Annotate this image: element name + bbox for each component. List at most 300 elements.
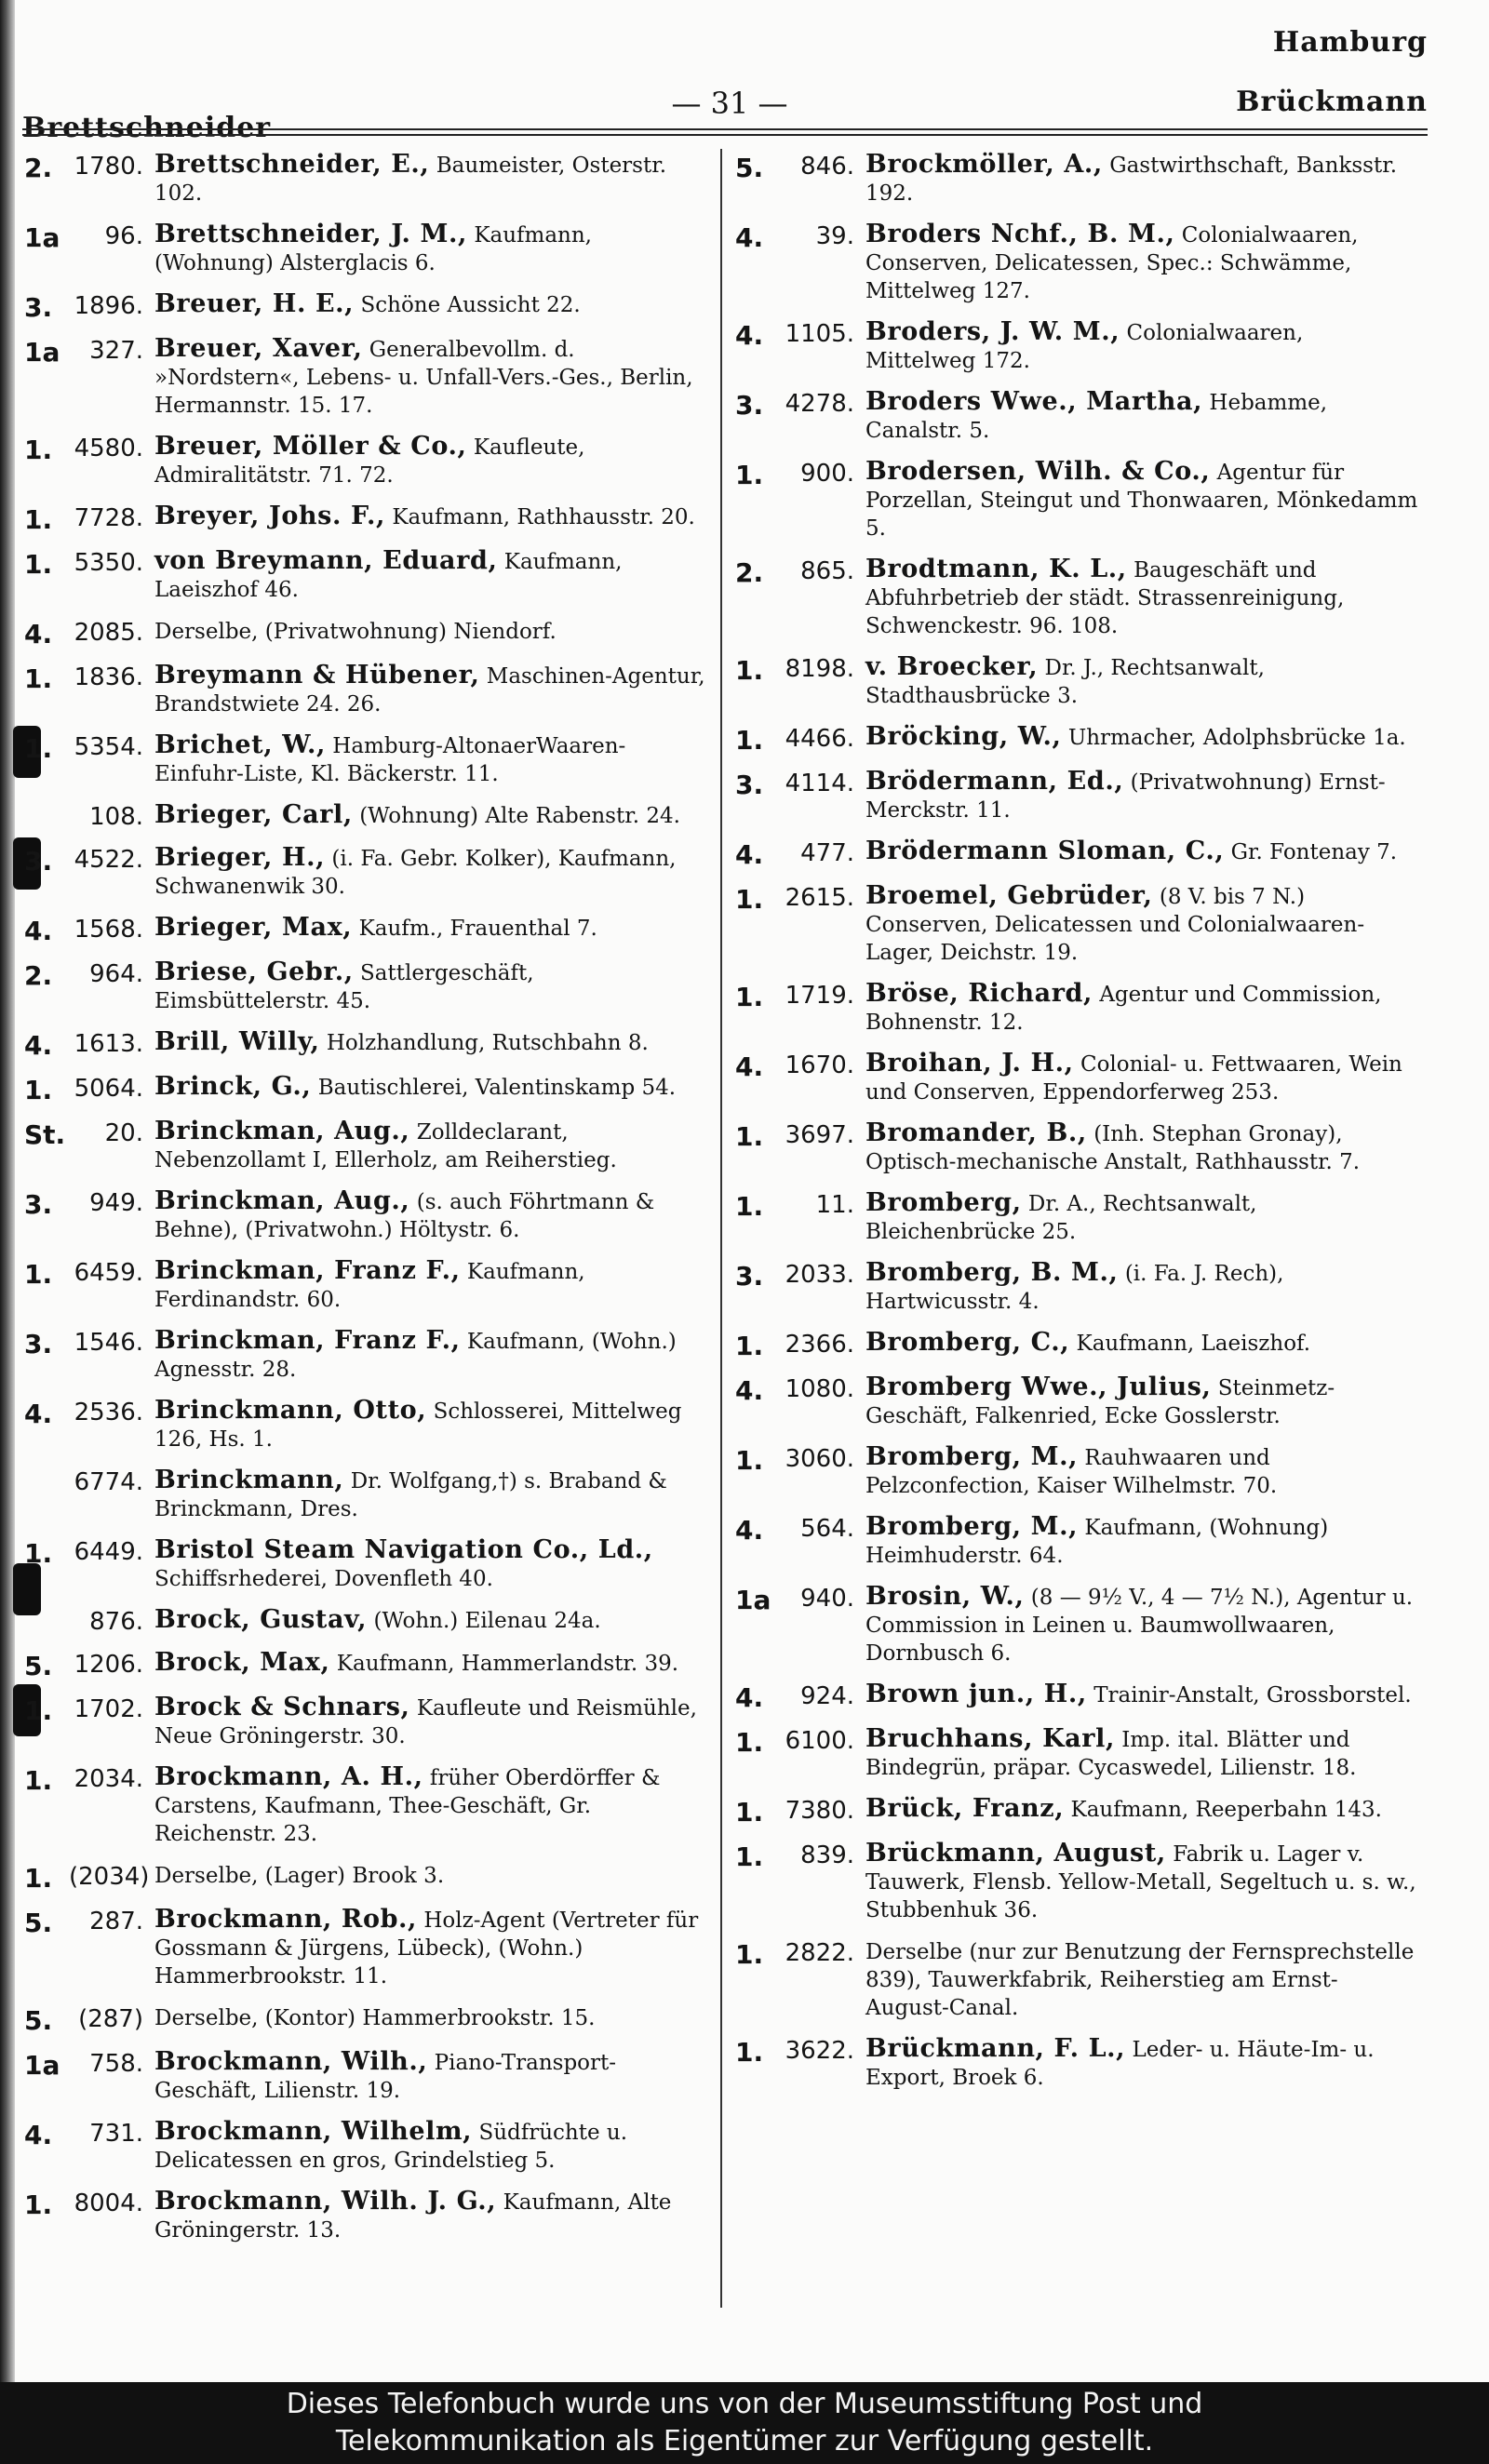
entry-body — [154, 433, 708, 489]
phone-number: 8198. — [785, 655, 854, 683]
phone-number: 5354. — [74, 733, 143, 761]
subscriber-name: Brinckmann, — [154, 1466, 344, 1494]
entry-body — [154, 502, 708, 531]
subscriber-details: Agentur für Porzellan, Steingut und Thonwaaren, Mönkedamm 5. — [865, 461, 1418, 541]
subscriber-details: Kaufmann, Alte Gröningerstr. 13. — [154, 2190, 672, 2243]
subscriber-name: Broemel, Gebrüder, — [865, 881, 1153, 910]
exchange-zone: 1. — [735, 982, 764, 1012]
subscriber-details: Kaufmann, Laeiszhof. — [1076, 1332, 1311, 1356]
directory-entry — [735, 1443, 1419, 1500]
exchange-zone: 1. — [735, 884, 764, 915]
exchange-zone: 1. — [735, 1797, 764, 1828]
subscriber-name: Brock, Max, — [154, 1648, 330, 1677]
subscriber-details: (i. Fa. J. Rech), Hartwicusstr. 4. — [865, 1262, 1284, 1314]
entry-body — [865, 1725, 1419, 1782]
phone-number: 108. — [89, 803, 143, 831]
exchange-zone: 1. — [735, 655, 764, 686]
exchange-zone: 4. — [735, 1051, 764, 1082]
directory-entry — [735, 221, 1419, 305]
exchange-zone: 1. — [735, 725, 764, 756]
entry-body — [154, 844, 708, 901]
subscriber-name: Brinckman, Aug., — [154, 1117, 410, 1145]
exchange-zone: 4. — [735, 839, 764, 870]
subscriber-name: Bromberg, M., — [865, 1442, 1079, 1471]
subscriber-name: Brieger, H., — [154, 843, 326, 872]
entry-body — [154, 547, 708, 604]
header-left-name: Brettschneider — [22, 112, 272, 144]
subscriber-details: Imp. ital. Blätter und Bindegrün, präpar. Cycaswedel, Lilienstr. 18. — [865, 1728, 1357, 1780]
subscriber-details: Kaufmann, Hammerlandstr. 39. — [336, 1652, 679, 1676]
running-header — [22, 26, 1428, 144]
subscriber-name: Broders Wwe., Martha, — [865, 387, 1203, 416]
entry-body — [154, 1397, 708, 1453]
entry-body — [154, 1118, 708, 1174]
directory-entry — [24, 958, 708, 1015]
subscriber-details: Derselbe, (Kontor) Hammerbrookstr. 15. — [154, 2006, 596, 2030]
subscriber-details: Sattlergeschäft, Eimsbüttelerstr. 45. — [154, 961, 534, 1013]
phone-number: 940. — [800, 1585, 854, 1613]
entry-body — [154, 1861, 708, 1890]
subscriber-details: Maschinen-Agentur, Brandstwiete 24. 26. — [154, 664, 705, 716]
phone-number: 4522. — [74, 846, 143, 874]
entry-body — [154, 958, 708, 1015]
exchange-zone: 1. — [735, 1191, 764, 1222]
phone-number: 1670. — [785, 1051, 854, 1079]
directory-entry — [735, 1189, 1419, 1246]
subscriber-details: Hebamme, Canalstr. 5. — [865, 391, 1328, 443]
phone-number: 2033. — [785, 1261, 854, 1289]
subscriber-name: Broders Nchf., B. M., — [865, 220, 1175, 248]
phone-number: 564. — [800, 1515, 854, 1543]
exchange-zone: 5. — [24, 1908, 53, 1938]
entry-body — [865, 556, 1419, 640]
directory-entry — [24, 2003, 708, 2035]
entry-body — [865, 1329, 1419, 1358]
footer-line-2: Telekommunikation als Eigentümer zur Verfügung gestellt. — [335, 2425, 1154, 2457]
subscriber-details: Leder- u. Häute-Im- u. Export, Broek 6. — [865, 2038, 1375, 2090]
subscriber-details: Kaufm., Frauenthal 7. — [358, 917, 597, 941]
phone-number: 20. — [104, 1119, 143, 1147]
phone-number: 1568. — [74, 916, 143, 944]
entry-body — [865, 837, 1419, 866]
entry-body — [154, 1073, 708, 1102]
subscriber-name: Brinckmann, Otto, — [154, 1396, 427, 1425]
subscriber-name: Broihan, J. H., — [865, 1049, 1074, 1078]
subscriber-name: Bromberg, M., — [865, 1512, 1079, 1541]
directory-entry — [24, 662, 708, 718]
entry-body — [865, 1119, 1419, 1176]
subscriber-details: (Wohn.) Eilenau 24a. — [373, 1609, 601, 1633]
directory-entry — [24, 1536, 708, 1593]
exchange-zone: 4. — [24, 619, 53, 649]
exchange-zone: 1. — [735, 1727, 764, 1758]
entry-body — [865, 1259, 1419, 1316]
subscriber-name: Bröcking, W., — [865, 722, 1062, 751]
phone-number: 287. — [89, 1908, 143, 1935]
subscriber-name: Brödermann Sloman, C., — [865, 837, 1225, 865]
subscriber-name: Brödermann, Ed., — [865, 767, 1124, 796]
subscriber-details: Rauhwaaren und Pelzconfection, Kaiser Wilhelmstr. 70. — [865, 1446, 1278, 1498]
exchange-zone: 1. — [24, 663, 53, 694]
subscriber-details: (i. Fa. Gebr. Kolker), Kaufmann, Schwanenwik 30. — [154, 847, 677, 899]
subscriber-name: Brinckman, Aug., — [154, 1186, 410, 1215]
exchange-zone: 1. — [24, 549, 53, 580]
directory-entry — [24, 221, 708, 277]
exchange-zone: 4. — [24, 916, 53, 946]
subscriber-details: Baumeister, Osterstr. 102. — [154, 154, 667, 206]
phone-number: 5064. — [74, 1075, 143, 1103]
directory-entry — [735, 837, 1419, 869]
subscriber-details: (Privatwohnung) Ernst-Merckstr. 11. — [865, 770, 1386, 823]
directory-entry — [24, 1028, 708, 1060]
subscriber-name: Bromberg Wwe., Julius, — [865, 1373, 1212, 1401]
subscriber-details: Dr. J., Rechtsanwalt, Stadthausbrücke 3. — [865, 656, 1265, 708]
directory-entry — [24, 1327, 708, 1384]
directory-entry — [735, 1373, 1419, 1430]
subscriber-name: Brown jun., H., — [865, 1680, 1087, 1708]
phone-number: 964. — [89, 960, 143, 988]
directory-entry — [24, 1906, 708, 1990]
subscriber-details: Derselbe, (Lager) Brook 3. — [154, 1864, 445, 1888]
directory-entry — [24, 1118, 708, 1174]
directory-entry — [24, 433, 708, 489]
entry-body — [154, 914, 708, 943]
entry-body — [865, 653, 1419, 710]
directory-entry — [735, 1725, 1419, 1782]
phone-number: 1080. — [785, 1375, 854, 1403]
entry-body — [154, 617, 708, 646]
subscriber-details: Schöne Aussicht 22. — [360, 293, 581, 317]
subscriber-details: Kaufleute, Admiralitätstr. 71. 72. — [154, 435, 585, 488]
phone-number: 839. — [800, 1841, 854, 1869]
subscriber-details: Holzhandlung, Rutschbahn 8. — [326, 1031, 649, 1055]
subscriber-details: Derselbe (nur zur Benutzung der Fernsprechstelle 839), Tauwerkfabrik, Reiherstieg am Ernst-August-Canal. — [865, 1940, 1415, 2020]
exchange-zone: 1. — [24, 1695, 53, 1726]
entry-body — [154, 2048, 708, 2105]
phone-number: 6774. — [74, 1468, 143, 1496]
header-city: Hamburg — [1272, 26, 1428, 59]
exchange-zone: 1. — [24, 1538, 53, 1569]
entry-body — [154, 1649, 708, 1678]
phone-number: 6459. — [74, 1259, 143, 1287]
phone-number: 1546. — [74, 1329, 143, 1357]
entry-body — [865, 221, 1419, 305]
entry-body — [865, 151, 1419, 208]
entry-body — [154, 1606, 708, 1635]
entry-body — [865, 1513, 1419, 1570]
exchange-zone: 4. — [735, 1682, 764, 1713]
phone-number: 2822. — [785, 1939, 854, 1967]
subscriber-details: Schlosserei, Mittelweg 126, Hs. 1. — [154, 1399, 682, 1452]
subscriber-details: Steinmetz-Geschäft, Falkenried, Ecke Gosslerstr. — [865, 1376, 1335, 1428]
subscriber-details: Kaufleute und Reismühle, Neue Gröningerstr. 30. — [154, 1696, 697, 1748]
phone-number: 5350. — [74, 549, 143, 577]
phone-number: 4278. — [785, 390, 854, 418]
entry-body — [865, 1189, 1419, 1246]
phone-number: 731. — [89, 2120, 143, 2148]
subscriber-name: Breyer, Johs. F., — [154, 502, 386, 530]
phone-number: 1719. — [785, 982, 854, 1010]
phone-number: 1702. — [74, 1695, 143, 1723]
exchange-zone: 1. — [735, 1121, 764, 1152]
entry-body — [154, 2118, 708, 2175]
directory-entry — [735, 2035, 1419, 2092]
directory-entry — [735, 1681, 1419, 1712]
phone-number: 2366. — [785, 1331, 854, 1359]
subscriber-details: Uhrmacher, Adolphsbrücke 1a. — [1067, 726, 1406, 750]
subscriber-name: Briese, Gebr., — [154, 957, 354, 986]
entry-body — [865, 458, 1419, 542]
exchange-zone: 4. — [24, 2120, 53, 2150]
directory-entry — [24, 547, 708, 604]
subscriber-name: Brodtmann, K. L., — [865, 555, 1127, 583]
exchange-zone: 1a — [24, 222, 60, 253]
subscriber-details: Colonialwaaren, Conserven, Delicatessen, Spec.: Schwämme, Mittelweg 127. — [865, 223, 1359, 303]
entry-body — [154, 335, 708, 420]
header-right-name: Brückmann — [1236, 86, 1428, 118]
footer-line-1: Dieses Telefonbuch wurde uns von der Museumsstiftung Post und — [286, 2388, 1203, 2420]
exchange-zone: 4. — [735, 1375, 764, 1406]
subscriber-name: Breuer, H. E., — [154, 289, 355, 318]
phone-number: 1836. — [74, 663, 143, 691]
directory-entry — [24, 2048, 708, 2105]
subscriber-name: Brieger, Carl, — [154, 800, 353, 829]
subscriber-details: Baugeschäft und Abfuhrbetrieb der städt. Strassenreinigung, Schwenckestr. 96. 108. — [865, 558, 1345, 638]
entry-body — [154, 731, 708, 788]
phone-number: 865. — [800, 557, 854, 585]
directory-entry — [24, 1466, 708, 1523]
subscriber-name: Bromander, B., — [865, 1118, 1087, 1147]
exchange-zone: 4. — [735, 320, 764, 351]
subscriber-details: Südfrüchte u. Delicatessen en gros, Grindelstieg 5. — [154, 2121, 628, 2173]
entry-body — [865, 768, 1419, 824]
entry-body — [865, 882, 1419, 967]
exchange-zone: 1. — [735, 1939, 764, 1970]
subscriber-name: Brinckman, Franz F., — [154, 1256, 461, 1285]
subscriber-name: Brockmann, Wilhelm, — [154, 2117, 473, 2146]
phone-number: 6449. — [74, 1538, 143, 1566]
directory-entry — [735, 723, 1419, 755]
subscriber-name: Brettschneider, J. M., — [154, 220, 467, 248]
subscriber-details: Piano-Transport-Geschäft, Lilienstr. 19. — [154, 2051, 617, 2103]
exchange-zone: 1. — [24, 1765, 53, 1796]
subscriber-details: Bautischlerei, Valentinskamp 54. — [317, 1076, 677, 1100]
header-rule — [22, 128, 1428, 130]
entry-body — [865, 1840, 1419, 1924]
entry-body — [154, 1187, 708, 1244]
directory-entry — [24, 1606, 708, 1636]
directory-entry — [735, 1513, 1419, 1570]
directory-entry — [735, 980, 1419, 1037]
exchange-zone: 2. — [24, 960, 53, 991]
exchange-zone: 3. — [24, 292, 53, 323]
exchange-zone: 1. — [24, 435, 53, 465]
subscriber-name: Brieger, Max, — [154, 913, 353, 942]
subscriber-details: Gastwirthschaft, Banksstr. 192. — [865, 154, 1398, 206]
subscriber-name: Brock & Schnars, — [154, 1693, 410, 1721]
directory-entry — [24, 1763, 708, 1848]
exchange-zone: 5. — [24, 1651, 53, 1681]
subscriber-details: Zolldeclarant, Nebenzollamt I, Ellerholz, am Reiherstieg. — [154, 1120, 617, 1172]
directory-entry — [24, 2188, 708, 2244]
phone-number: 3060. — [785, 1445, 854, 1473]
phone-number: 1896. — [74, 292, 143, 320]
subscriber-details: Kaufmann, (Wohnung) Heimhuderstr. 64. — [865, 1516, 1329, 1568]
phone-number: 4466. — [785, 725, 854, 753]
directory-entry — [735, 882, 1419, 967]
directory-entry — [24, 502, 708, 534]
directory-entry — [24, 1649, 708, 1681]
subscriber-name: Brockmann, Wilh., — [154, 2047, 428, 2076]
subscriber-details: Kaufmann, Rathhausstr. 20. — [392, 505, 695, 529]
entry-body — [865, 1443, 1419, 1500]
phone-number: 758. — [89, 2050, 143, 2078]
subscriber-name: Brückmann, August, — [865, 1839, 1166, 1868]
phone-number: 6100. — [785, 1727, 854, 1755]
exchange-zone: 1. — [24, 1075, 53, 1105]
subscriber-name: Brockmöller, A., — [865, 150, 1103, 179]
subscriber-name: Bromberg, B. M., — [865, 1258, 1119, 1287]
exchange-zone: 1. — [735, 1841, 764, 1872]
phone-number: 876. — [89, 1608, 143, 1636]
exchange-zone — [24, 801, 69, 805]
phone-number: (2034) — [69, 1863, 150, 1891]
subscriber-name: Breuer, Möller & Co., — [154, 432, 467, 461]
exchange-zone: 1. — [735, 2037, 764, 2068]
entry-body — [154, 1327, 708, 1384]
entry-body — [865, 1681, 1419, 1709]
footer-notice — [0, 2382, 1489, 2464]
directory-entry — [735, 1795, 1419, 1827]
directory-entry — [24, 1073, 708, 1105]
entry-body — [865, 1795, 1419, 1824]
subscriber-details: früher Oberdörffer & Carstens, Kaufmann, Thee-Geschäft, Gr. Reichenstr. 23. — [154, 1766, 661, 1846]
directory-entry — [735, 1937, 1419, 2022]
subscriber-name: Brock, Gustav, — [154, 1605, 368, 1634]
subscriber-details: (Inh. Stephan Gronay), Optisch-mechanische Anstalt, Rathhausstr. 7. — [865, 1122, 1361, 1174]
exchange-zone: 1. — [24, 504, 53, 535]
subscriber-details: Hamburg-AltonaerWaaren-Einfuhr-Liste, Kl. Bäckerstr. 11. — [154, 734, 626, 786]
entry-body — [865, 1050, 1419, 1106]
phone-number: 2085. — [74, 619, 143, 647]
exchange-zone: 3. — [24, 1329, 53, 1359]
entry-body — [154, 151, 708, 208]
subscriber-name: Brettschneider, E., — [154, 150, 430, 179]
exchange-zone: 1. — [735, 1445, 764, 1476]
entry-body — [865, 388, 1419, 445]
subscriber-name: Brill, Willy, — [154, 1027, 320, 1056]
subscriber-name: Brück, Franz, — [865, 1794, 1065, 1823]
directory-entry — [735, 1119, 1419, 1176]
directory-entry — [24, 1861, 708, 1893]
entry-body — [154, 801, 708, 830]
left-column — [24, 151, 708, 2257]
exchange-zone: 4. — [24, 1030, 53, 1061]
directory-entry — [735, 388, 1419, 445]
entry-body — [154, 221, 708, 277]
exchange-zone — [24, 1466, 69, 1470]
directory-entry — [24, 914, 708, 945]
subscriber-details: Trainir-Anstalt, Grossborstel. — [1093, 1683, 1412, 1707]
subscriber-details: Agentur und Commission, Bohnenstr. 12. — [865, 983, 1382, 1035]
exchange-zone: 1. — [24, 1863, 53, 1894]
phone-number: 2536. — [74, 1399, 143, 1426]
phone-number: 327. — [89, 337, 143, 365]
exchange-zone: 3. — [735, 1261, 764, 1292]
entry-body — [865, 980, 1419, 1037]
directory-entry — [24, 1257, 708, 1314]
directory-entry — [24, 1397, 708, 1453]
entry-body — [154, 2003, 708, 2032]
phone-number: 900. — [800, 460, 854, 488]
subscriber-name: Breymann & Hübener, — [154, 661, 480, 690]
directory-entry — [735, 1329, 1419, 1360]
entry-body — [154, 1763, 708, 1848]
phone-number: 3622. — [785, 2037, 854, 2065]
subscriber-name: Brichet, W., — [154, 730, 326, 759]
exchange-zone: 3. — [735, 390, 764, 421]
exchange-zone: 4. — [735, 1515, 764, 1546]
exchange-zone: 2. — [735, 557, 764, 588]
phone-number: 949. — [89, 1189, 143, 1217]
subscriber-details: Fabrik u. Lager v. Tauwerk, Flensb. Yellow-Metall, Segeltuch u. s. w., Stubbenhuk 36. — [865, 1842, 1416, 1922]
phone-number: 3697. — [785, 1121, 854, 1149]
subscriber-details: Derselbe, (Privatwohnung) Niendorf. — [154, 620, 557, 644]
phone-number: 1105. — [785, 320, 854, 348]
exchange-zone — [24, 1606, 69, 1610]
subscriber-details: Gr. Fontenay 7. — [1230, 840, 1398, 864]
phone-number: 4580. — [74, 435, 143, 462]
phone-number: 1206. — [74, 1651, 143, 1679]
phone-number: 924. — [800, 1682, 854, 1710]
directory-entry — [735, 556, 1419, 640]
subscriber-name: Brockmann, A. H., — [154, 1762, 423, 1791]
subscriber-name: Brinck, G., — [154, 1072, 312, 1101]
directory-entry — [735, 151, 1419, 208]
phone-number: 96. — [104, 222, 143, 250]
subscriber-name: Brückmann, F. L., — [865, 2034, 1126, 2063]
right-column — [735, 151, 1419, 2105]
directory-entry — [735, 1050, 1419, 1106]
exchange-zone: 1a — [735, 1585, 771, 1615]
exchange-zone: 1. — [735, 460, 764, 490]
phone-number: 8004. — [74, 2189, 143, 2217]
directory-entry — [735, 1259, 1419, 1316]
directory-entry — [735, 1840, 1419, 1924]
subscriber-details: (8 V. bis 7 N.) Conserven, Delicatessen und Colonialwaaren-Lager, Deichstr. 19. — [865, 885, 1365, 965]
entry-body — [865, 318, 1419, 375]
exchange-zone: 3. — [735, 770, 764, 800]
exchange-zone: 4. — [24, 1399, 53, 1429]
phone-number: 1613. — [74, 1030, 143, 1058]
subscriber-details: Schiffsrhederei, Dovenfleth 40. — [154, 1567, 493, 1591]
directory-entry — [735, 1583, 1419, 1667]
subscriber-name: Brockmann, Rob., — [154, 1905, 418, 1934]
entry-body — [154, 1028, 708, 1057]
directory-entry — [24, 1694, 708, 1750]
phone-number: 11. — [815, 1191, 854, 1219]
exchange-zone: 1. — [24, 2189, 53, 2220]
exchange-zone: 5. — [735, 153, 764, 183]
exchange-zone: St. — [24, 1119, 66, 1150]
subscriber-details: Kaufmann, Reeperbahn 143. — [1070, 1798, 1382, 1822]
subscriber-details: Colonial- u. Fettwaaren, Wein und Conserven, Eppendorferweg 253. — [865, 1052, 1402, 1105]
subscriber-name: Bristol Steam Navigation Co., Ld., — [154, 1535, 653, 1564]
phone-number: 2034. — [74, 1765, 143, 1793]
subscriber-details: Kaufmann, Laeiszhof 46. — [154, 550, 623, 602]
phone-number: 2615. — [785, 884, 854, 912]
exchange-zone: 2. — [24, 153, 53, 183]
